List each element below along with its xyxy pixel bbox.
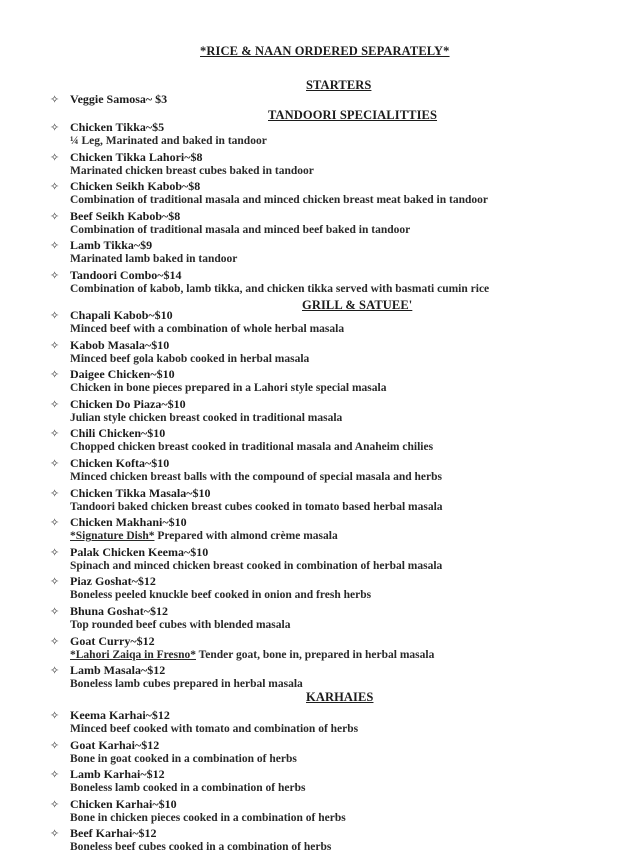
- menu-item-description-text: Boneless beef cubes cooked in a combination of herbs: [70, 841, 332, 854]
- menu-item-description: [70, 782, 610, 794]
- menu-item: [50, 367, 610, 394]
- menu-item: [50, 797, 610, 824]
- bullet-icon: ✧: [50, 769, 60, 782]
- menu-item: [50, 545, 610, 572]
- menu-item-line: [50, 92, 610, 107]
- menu-item-description: [70, 253, 610, 265]
- menu-item: [50, 634, 610, 661]
- menu-item-description: [70, 723, 610, 735]
- menu-item-description-text: Combination of traditional masala and minced chicken breast meat baked in tandoor: [70, 194, 488, 207]
- menu-item-description: [70, 323, 610, 335]
- menu-item-description-text: Minced chicken breast balls with the compound of special masala and herbs: [70, 471, 442, 483]
- menu-item-description: [70, 283, 610, 295]
- menu-item-description: [70, 753, 610, 765]
- menu-item-title: Chili Chicken~$10: [70, 426, 166, 441]
- menu-item-line: [50, 797, 610, 812]
- menu-item-description-text: Chicken in bone pieces prepared in a Lahori style special masala: [70, 382, 387, 395]
- menu-item-line: [50, 150, 610, 165]
- menu-item-line: [50, 738, 610, 753]
- menu-item: [50, 515, 610, 542]
- menu-item: [50, 767, 610, 794]
- menu-item-title: Chicken Tikka Masala~$10: [70, 485, 211, 500]
- menu-item: [50, 826, 610, 853]
- bullet-icon: ✧: [50, 458, 60, 470]
- menu-item-description-text: Bone in chicken pieces cooked in a combination of herbs: [70, 811, 346, 824]
- menu-item-line: [50, 367, 610, 382]
- menu-item-description-text: Julian style chicken breast cooked in traditional masala: [70, 411, 343, 424]
- menu-item-description: [70, 165, 610, 177]
- menu-item: [50, 209, 610, 236]
- menu-item-description-text: Chopped chicken breast cooked in traditional masala and Anaheim chilies: [70, 441, 434, 454]
- menu-item-tag: *Signature Dish*: [70, 530, 155, 543]
- menu-item-description-text: Boneless peeled knuckle beef cooked in onion and fresh herbs: [70, 589, 372, 602]
- section-heading-tandoori: TANDOORI SPECIALITTIES: [268, 108, 438, 122]
- menu-item: [50, 92, 610, 107]
- menu-item-line: [50, 486, 610, 501]
- menu-item-title: Piaz Goshat~$12: [70, 574, 156, 589]
- menu-item-description-text: Boneless lamb cooked in a combination of herbs: [70, 782, 306, 795]
- bullet-icon: ✧: [50, 151, 60, 164]
- bullet-icon: ✧: [50, 487, 60, 500]
- menu-item-description-text: Spinach and minced chicken breast cooked in combination of herbal masala: [70, 559, 443, 572]
- menu-item: [50, 426, 610, 453]
- bullet-icon: ✧: [50, 665, 60, 678]
- menu-item-description: [70, 353, 610, 365]
- bullet-icon: ✧: [50, 210, 60, 223]
- menu-item-line: [50, 545, 610, 560]
- menu-item-line: [50, 268, 610, 283]
- menu-item-description: [70, 812, 610, 824]
- menu-item-tag: *Lahori Zaiqa in Fresno*: [70, 648, 196, 661]
- bullet-icon: ✧: [50, 240, 60, 253]
- menu-item-title: Lamb Tikka~$9: [70, 238, 153, 253]
- bullet-icon: ✧: [50, 739, 60, 752]
- menu-item-title: Chapali Kabob~$10: [70, 308, 173, 322]
- bullet-icon: ✧: [50, 181, 60, 194]
- bullet-icon: ✧: [50, 546, 60, 559]
- menu-item: [50, 238, 610, 265]
- menu-item-title: Palak Chicken Keema~$10: [70, 544, 209, 559]
- bullet-icon: ✧: [50, 428, 60, 441]
- menu-item-description-text: Combination of kabob, lamb tikka, and chicken tikka served with basmati cumin rice: [70, 283, 490, 295]
- menu-item-title: Tandoori Combo~$14: [70, 268, 182, 282]
- menu-item: [50, 663, 610, 690]
- menu-item-line: [50, 397, 610, 412]
- menu-item-description-text: Bone in goat cooked in a combination of herbs: [70, 752, 297, 765]
- menu-item: [50, 604, 610, 631]
- menu-item-description: [70, 501, 610, 513]
- menu-item-description: [70, 619, 610, 631]
- menu-item-description: [70, 224, 610, 236]
- bullet-icon: ✧: [50, 576, 60, 589]
- bullet-icon: ✧: [50, 94, 60, 106]
- section-heading-starters: STARTERS: [306, 78, 372, 92]
- menu-item-line: [50, 238, 610, 253]
- menu-item: [50, 397, 610, 424]
- menu-item-title: Chicken Seikh Kabob~$8: [70, 179, 201, 194]
- menu-item-title: Bhuna Goshat~$12: [70, 604, 168, 618]
- menu-item-description: [70, 560, 610, 572]
- menu-item-description-text: Tender goat, bone in, prepared in herbal masala: [196, 648, 435, 661]
- menu-item-line: [50, 663, 610, 678]
- menu-item-line: [50, 634, 610, 649]
- menu-item: [50, 456, 610, 483]
- menu-item-description-text: Boneless lamb cubes prepared in herbal masala: [70, 678, 303, 691]
- menu-item-title: Goat Karhai~$12: [70, 737, 160, 752]
- menu-item-description-text: Minced beef gola kabob cooked in herbal masala: [70, 352, 310, 365]
- menu-item-description: [70, 412, 610, 424]
- menu-item-title: Beef Seikh Kabob~$8: [70, 208, 181, 223]
- menu-item-line: [50, 179, 610, 194]
- menu-item-description: [70, 471, 610, 483]
- menu-item-title: Keema Karhai~$12: [70, 708, 170, 722]
- menu-item-title: Daigee Chicken~$10: [70, 367, 175, 382]
- menu-item-description: [70, 194, 610, 206]
- menu-item-line: [50, 426, 610, 441]
- menu-item-title: Chicken Kofta~$10: [70, 456, 170, 470]
- menu-item-description: [70, 135, 610, 147]
- menu-item-line: [50, 515, 610, 530]
- bullet-icon: ✧: [50, 517, 60, 530]
- menu-item-description: [70, 382, 610, 394]
- menu-item-line: [50, 708, 610, 723]
- menu-item: [50, 150, 610, 177]
- menu-item-line: [50, 209, 610, 224]
- menu-item-description-text: Top rounded beef cubes with blended masala: [70, 619, 291, 631]
- menu-item-line: [50, 308, 610, 323]
- menu-item-line: [50, 338, 610, 353]
- menu-item-title: Chicken Do Piaza~$10: [70, 396, 186, 411]
- menu-item: [50, 574, 610, 601]
- section-heading-grill: GRILL & SATUEE': [302, 298, 413, 312]
- menu-item-title: Chicken Tikka~$5: [70, 120, 165, 134]
- menu-item-line: [50, 767, 610, 782]
- bullet-icon: ✧: [50, 122, 60, 134]
- menu-item-title: Veggie Samosa~ $3: [70, 92, 168, 106]
- menu-item-title: Chicken Makhani~$10: [70, 515, 187, 530]
- menu-item-title: Kabob Masala~$10: [70, 337, 170, 352]
- menu-item: [50, 179, 610, 206]
- menu-item-description-text: Marinated lamb baked in tandoor: [70, 253, 238, 266]
- section-heading-karhai: KARHAIES: [306, 690, 374, 704]
- menu-item-title: Goat Curry~$12: [70, 633, 155, 648]
- bullet-icon: ✧: [50, 398, 60, 411]
- bullet-icon: ✧: [50, 635, 60, 648]
- menu-item-description-text: ¼ Leg, Marinated and baked in tandoor: [70, 135, 267, 147]
- menu-item-line: [50, 574, 610, 589]
- menu-item-description: [70, 841, 610, 853]
- menu-item: [50, 120, 610, 147]
- menu-item-description: [70, 441, 610, 453]
- menu-item-description: [70, 530, 610, 542]
- bullet-icon: ✧: [50, 828, 60, 841]
- menu-item-description-text: Combination of traditional masala and minced beef baked in tandoor: [70, 223, 411, 236]
- menu-item-description-text: Minced beef with a combination of whole herbal masala: [70, 323, 345, 335]
- bullet-icon: ✧: [50, 270, 60, 282]
- menu-item-line: [50, 120, 610, 135]
- menu-item-line: [50, 456, 610, 471]
- bullet-icon: ✧: [50, 310, 60, 322]
- menu-item: [50, 308, 610, 335]
- menu-item-description-text: Minced beef cooked with tomato and combination of herbs: [70, 723, 359, 735]
- menu-item-title: Lamb Masala~$12: [70, 663, 166, 678]
- menu-item: [50, 268, 610, 295]
- bullet-icon: ✧: [50, 710, 60, 722]
- menu-item: [50, 486, 610, 513]
- menu-item-description-text: Tandoori baked chicken breast cubes cooked in tomato based herbal masala: [70, 500, 443, 513]
- bullet-icon: ✧: [50, 606, 60, 618]
- menu-item: [50, 738, 610, 765]
- menu-item-line: [50, 826, 610, 841]
- menu-item-title: Lamb Karhai~$12: [70, 767, 165, 782]
- bullet-icon: ✧: [50, 798, 60, 811]
- menu-item-title: Chicken Karhai~$10: [70, 796, 177, 811]
- menu-item-description: [70, 649, 610, 661]
- menu-item-description-text: Marinated chicken breast cubes baked in tandoor: [70, 164, 314, 177]
- bullet-icon: ✧: [50, 339, 60, 352]
- menu-item-description-text: Prepared with almond crème masala: [154, 530, 338, 543]
- menu-item-line: [50, 604, 610, 619]
- menu-item-title: Chicken Tikka Lahori~$8: [70, 149, 203, 164]
- bullet-icon: ✧: [50, 369, 60, 382]
- ordering-note: *RICE & NAAN ORDERED SEPARATELY*: [200, 44, 450, 58]
- menu-item-title: Beef Karhai~$12: [70, 826, 157, 841]
- menu-item-description: [70, 589, 610, 601]
- menu-item: [50, 338, 610, 365]
- menu-item-description: [70, 678, 610, 690]
- menu-item: [50, 708, 610, 735]
